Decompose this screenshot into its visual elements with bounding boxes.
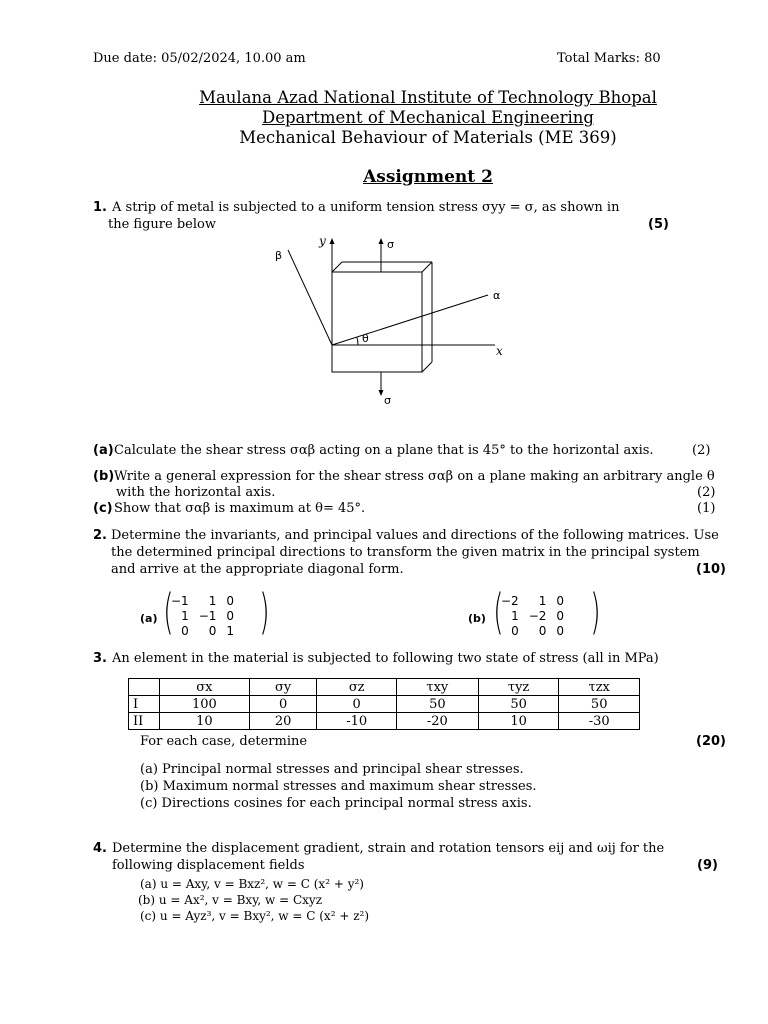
matrix-b-cell: 1 bbox=[538, 594, 547, 608]
q1a-text: Calculate the shear stress σαβ acting on a plane that is 45° to the horizontal axis. bbox=[114, 443, 654, 458]
table-cell: I bbox=[129, 696, 160, 713]
matrix-a-cell: 0 bbox=[208, 624, 217, 638]
q1a-label: (a) bbox=[93, 443, 114, 458]
q3-part-b: (b) Maximum normal stresses and maximum shear stresses. bbox=[140, 779, 537, 794]
q1b-label: (b) bbox=[93, 469, 115, 484]
q1-marks: (5) bbox=[648, 217, 669, 232]
matrix-b bbox=[496, 594, 569, 639]
q1-number: 1. bbox=[93, 200, 107, 215]
assignment-title: Assignment 2 bbox=[363, 167, 493, 187]
table-header-cell: σy bbox=[249, 679, 317, 696]
matrix-b-label: (b) bbox=[468, 612, 486, 625]
table-cell: 0 bbox=[317, 696, 396, 713]
q2-line1: Determine the invariants, and principal values and directions of the following matrices. Use bbox=[111, 528, 719, 543]
table-cell: II bbox=[129, 713, 160, 730]
table-cell: -10 bbox=[317, 713, 396, 730]
q4-number: 4. bbox=[93, 841, 107, 856]
q3-part-c: (c) Directions cosines for each principal normal stress axis. bbox=[140, 796, 532, 811]
matrix-b-left-paren: ( bbox=[493, 584, 504, 640]
q1c-marks: (1) bbox=[697, 501, 716, 516]
table-header-cell bbox=[129, 679, 160, 696]
matrix-a-left-paren: ( bbox=[163, 584, 174, 640]
matrix-b-cell: 0 bbox=[556, 594, 565, 608]
table-cell: 10 bbox=[478, 713, 559, 730]
stress-table bbox=[128, 678, 640, 730]
matrix-b-cell: 0 bbox=[556, 609, 565, 623]
q3-marks: (20) bbox=[696, 734, 726, 749]
table-row bbox=[129, 696, 640, 713]
matrix-b-cell: −2 bbox=[528, 609, 547, 623]
q3-number: 3. bbox=[93, 651, 107, 666]
q2-line2: the determined principal directions to transform the given matrix in the principal system bbox=[111, 545, 700, 560]
beta-axis bbox=[288, 250, 332, 345]
institute-name: Maulana Azad National Institute of Technology Bhopal bbox=[199, 88, 657, 107]
table-cell: 0 bbox=[249, 696, 317, 713]
q1-line2: the figure below bbox=[108, 217, 216, 232]
table-header-cell: σz bbox=[317, 679, 396, 696]
q4-part-b: (b) u = Ax², v = Bxy, w = Cxyz bbox=[138, 893, 323, 907]
label-beta: β bbox=[275, 249, 283, 262]
matrix-a-cell: −1 bbox=[198, 609, 217, 623]
q1-line1: A strip of metal is subjected to a uniform tension stress σyy = σ, as shown in bbox=[112, 200, 620, 215]
matrix-a bbox=[166, 594, 239, 639]
q1c-label: (c) bbox=[93, 501, 113, 516]
label-x: x bbox=[496, 344, 503, 358]
theta-arc bbox=[357, 337, 358, 345]
q1a-marks: (2) bbox=[692, 443, 711, 458]
table-cell: -20 bbox=[396, 713, 478, 730]
q3-part-a: (a) Principal normal stresses and principal shear stresses. bbox=[140, 762, 524, 777]
q3-for-each: For each case, determine bbox=[140, 734, 308, 749]
q4-line1: Determine the displacement gradient, strain and rotation tensors eij and ωij for the bbox=[112, 841, 665, 856]
course-name: Mechanical Behaviour of Materials (ME 369) bbox=[239, 128, 617, 147]
q3-line1: An element in the material is subjected to following two state of stress (all in MPa) bbox=[112, 651, 659, 666]
matrix-a-label: (a) bbox=[140, 612, 158, 625]
matrix-a-cell: 1 bbox=[226, 624, 235, 638]
matrix-b-cell: 1 bbox=[511, 609, 519, 623]
q1b-text: Write a general expression for the shear stress σαβ on a plane making an arbitrary angle θ bbox=[114, 469, 715, 484]
table-cell: 50 bbox=[559, 696, 640, 713]
q4-marks: (9) bbox=[697, 858, 718, 873]
due-date: Due date: 05/02/2024, 10.00 am bbox=[93, 51, 306, 66]
matrix-a-right-paren: ) bbox=[259, 584, 270, 640]
q1b-text2: with the horizontal axis. bbox=[116, 485, 276, 500]
q4-line2: following displacement fields bbox=[112, 858, 305, 873]
matrix-a-cell: −1 bbox=[171, 594, 189, 608]
matrix-a-cell: 1 bbox=[181, 609, 189, 623]
q1b-marks: (2) bbox=[697, 485, 716, 500]
matrix-b-cell: 0 bbox=[511, 624, 519, 638]
matrix-b-right-paren: ) bbox=[590, 584, 601, 640]
department-name: Department of Mechanical Engineering bbox=[262, 108, 594, 127]
table-header-cell: τxy bbox=[396, 679, 478, 696]
table-cell: 50 bbox=[478, 696, 559, 713]
label-alpha: α bbox=[493, 289, 501, 302]
matrix-b-cell: −2 bbox=[501, 594, 519, 608]
label-y: y bbox=[319, 234, 326, 248]
total-marks: Total Marks: 80 bbox=[557, 51, 661, 66]
table-cell: -30 bbox=[559, 713, 640, 730]
table-row bbox=[129, 713, 640, 730]
table-header-cell: τzx bbox=[559, 679, 640, 696]
matrix-b-cell: 0 bbox=[556, 624, 565, 638]
label-theta: θ bbox=[362, 332, 369, 345]
q2-line3: and arrive at the appropriate diagonal form. bbox=[111, 562, 404, 577]
q2-marks: (10) bbox=[696, 562, 726, 577]
matrix-b-cell: 0 bbox=[538, 624, 547, 638]
table-cell: 20 bbox=[249, 713, 317, 730]
q4-part-a: (a) u = Axy, v = Bxz², w = C (x² + y²) bbox=[140, 877, 364, 891]
table-cell: 100 bbox=[160, 696, 250, 713]
alpha-axis bbox=[332, 295, 488, 345]
label-sigma-top: σ bbox=[387, 238, 394, 251]
q1c-text: Show that σαβ is maximum at θ= 45°. bbox=[114, 501, 366, 516]
matrix-a-cell: 0 bbox=[181, 624, 189, 638]
strip-front-face bbox=[332, 272, 422, 372]
label-sigma-bottom: σ bbox=[384, 394, 391, 407]
table-header-cell: σx bbox=[160, 679, 250, 696]
matrix-a-cell: 0 bbox=[226, 609, 235, 623]
stress-strip-figure bbox=[260, 228, 520, 413]
matrix-a-cell: 1 bbox=[208, 594, 217, 608]
table-cell: 10 bbox=[160, 713, 250, 730]
table-cell: 50 bbox=[396, 696, 478, 713]
q4-part-c: (c) u = Ayz³, v = Bxy², w = C (x² + z²) bbox=[140, 909, 370, 923]
q2-number: 2. bbox=[93, 528, 107, 543]
matrix-a-cell: 0 bbox=[226, 594, 235, 608]
table-header-row bbox=[129, 679, 640, 696]
table-header-cell: τyz bbox=[478, 679, 559, 696]
